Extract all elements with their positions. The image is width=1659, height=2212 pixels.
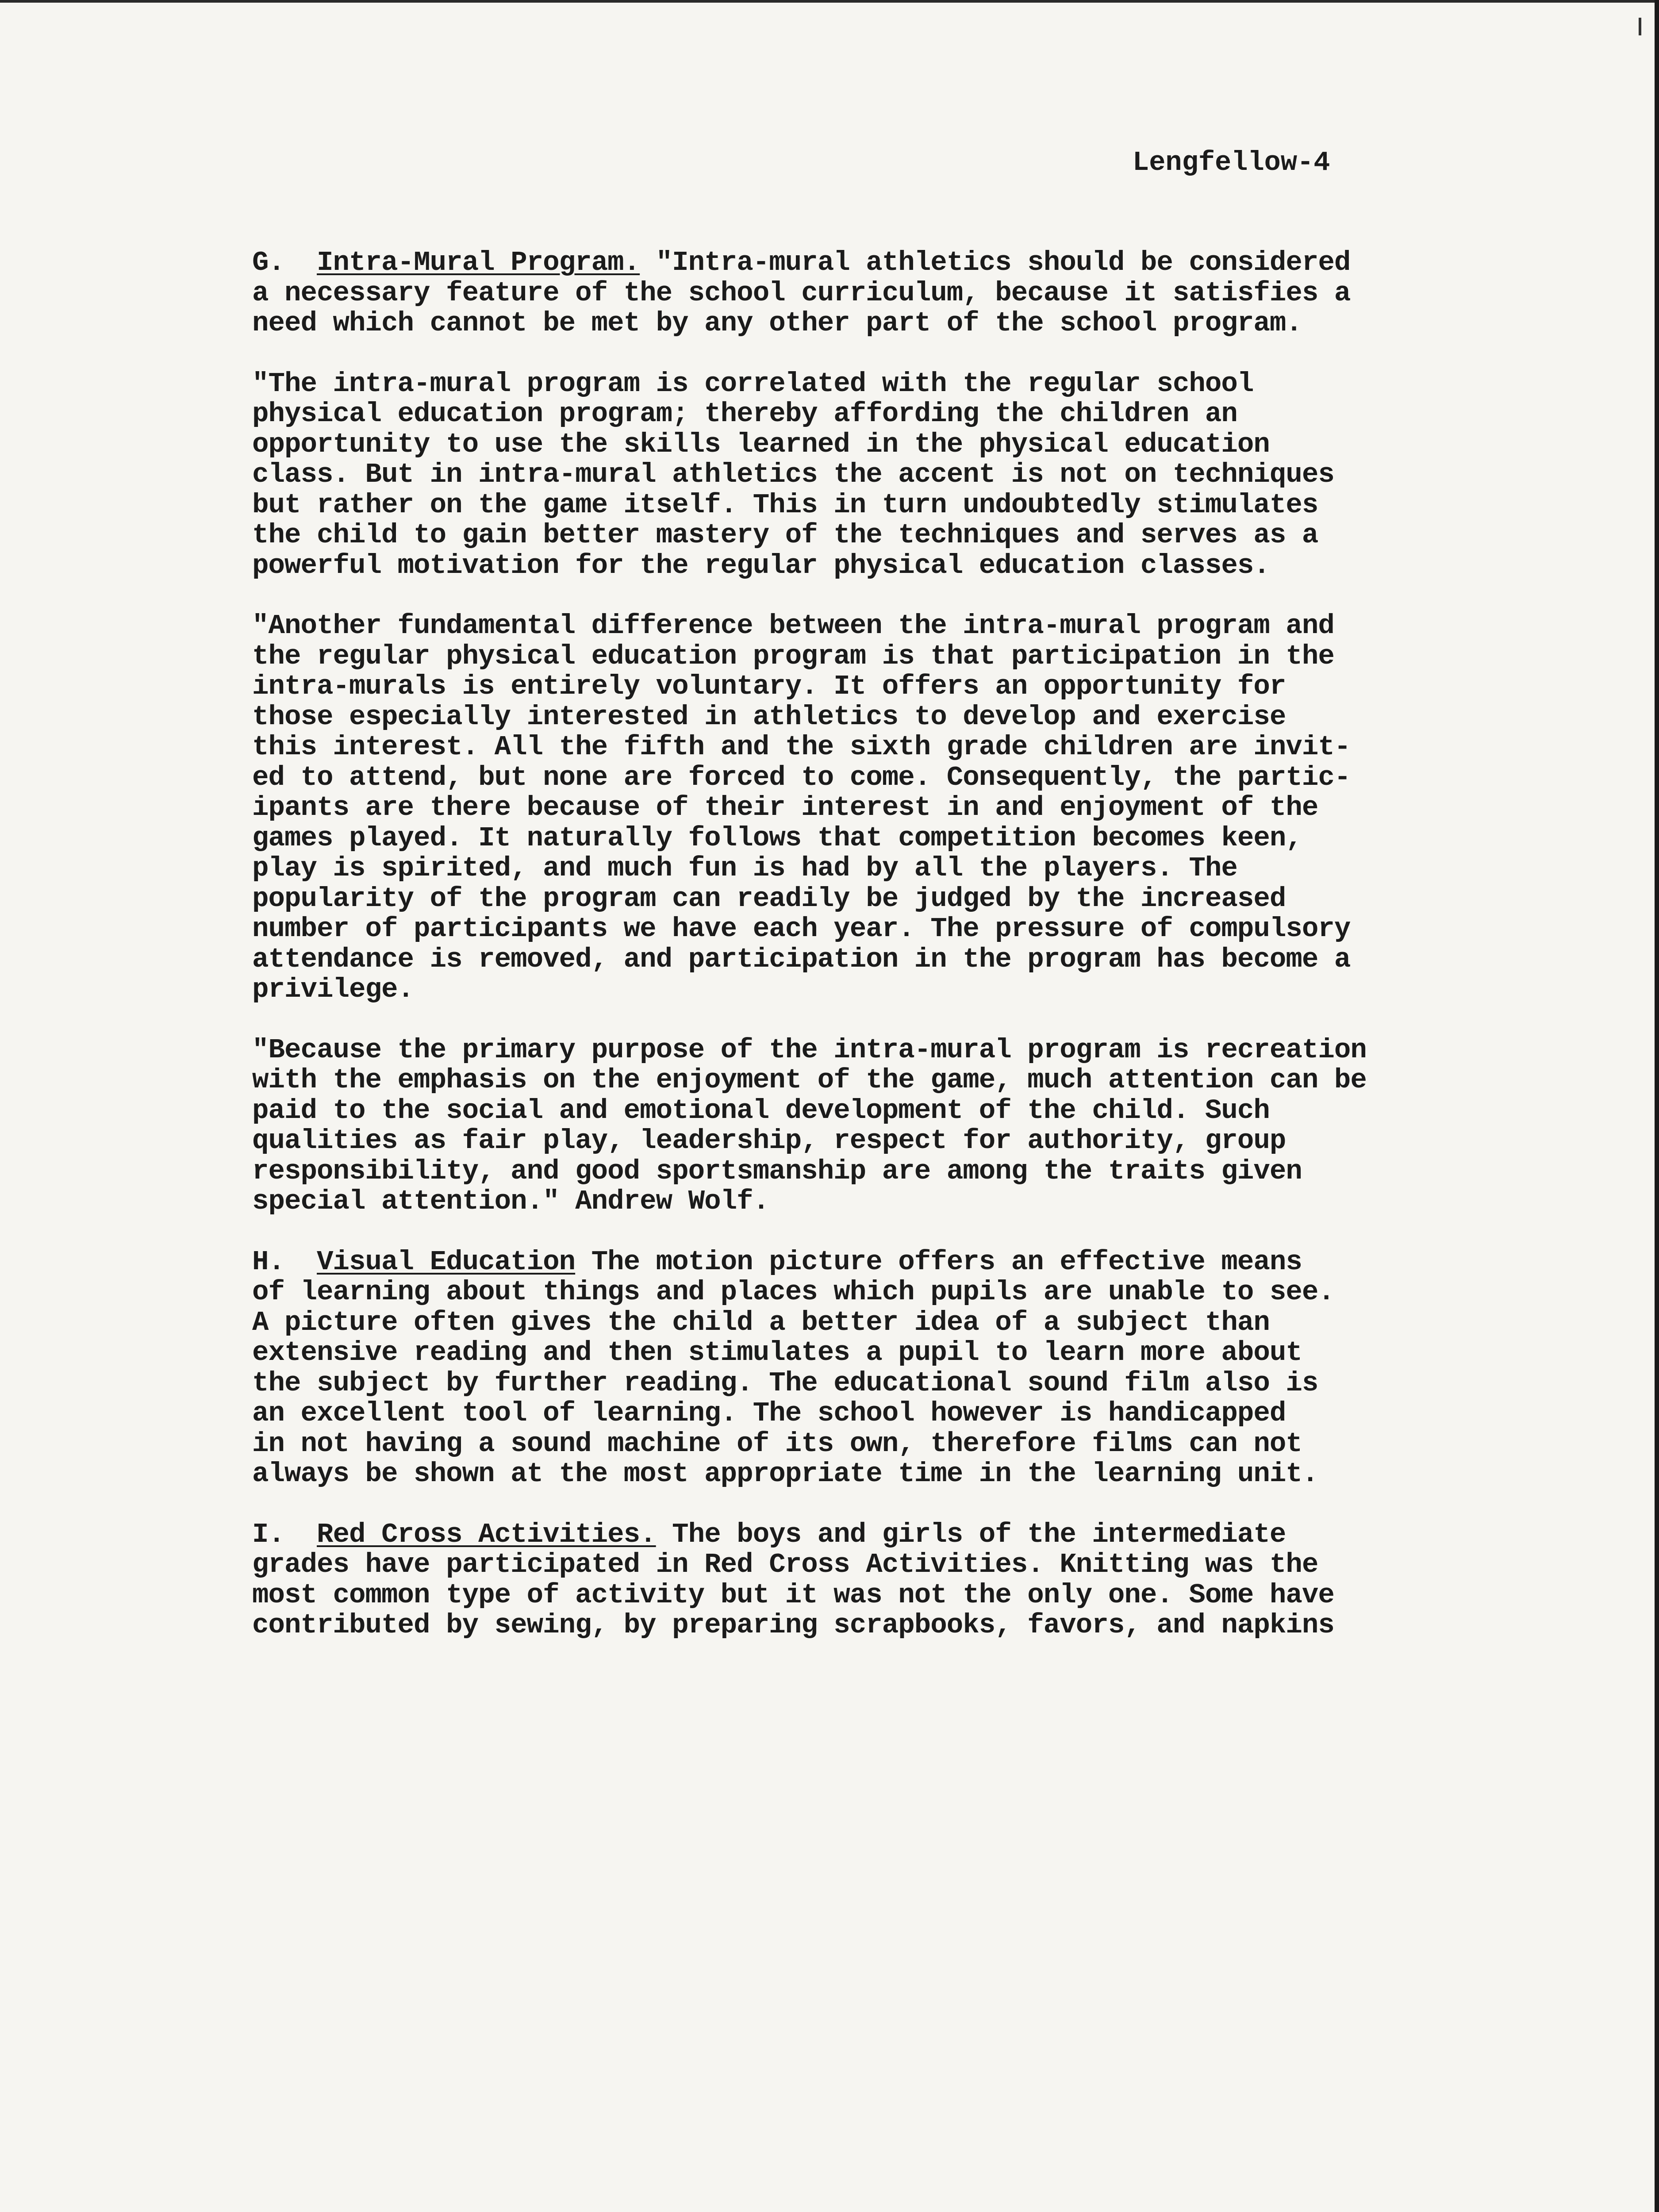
section-i-red-cross xyxy=(252,1520,1624,1641)
text-line: those especially interested in athletics to develop and exercise xyxy=(252,701,1286,733)
section-g-first-line xyxy=(252,248,1624,278)
text-line: but rather on the game itself. This in turn undoubtedly stimulates xyxy=(252,489,1318,521)
text-line: contributed by sewing, by preparing scrapbooks, favors, and napkins xyxy=(252,1609,1334,1641)
text-line: physical education program; thereby affording the children an xyxy=(252,398,1237,430)
text-line: qualities as fair play, leadership, respect for authority, group xyxy=(252,1125,1286,1156)
text-line: always be shown at the most appropriate time in the learning unit. xyxy=(252,1458,1318,1490)
paragraph-correlation xyxy=(252,369,1624,581)
text-line: play is spirited, and much fun is had by all the players. The xyxy=(252,853,1237,884)
scan-edge-mark xyxy=(1639,18,1641,35)
text-line: attendance is removed, and participation in the program has become a xyxy=(252,943,1351,975)
text-line: powerful motivation for the regular physical education classes. xyxy=(252,549,1270,581)
text-line: of learning about things and places which pupils are unable to see. xyxy=(252,1276,1334,1308)
text-line: the child to gain better mastery of the techniques and serves as a xyxy=(252,519,1318,551)
text-line: need which cannot be met by any other part of the school program. xyxy=(252,307,1302,339)
text-line: number of participants we have each year. The pressure of compulsory xyxy=(252,913,1351,945)
section-g-first-line-text: "Intra-mural athletics should be considered xyxy=(640,247,1351,278)
page-header-label: Lengfellow-4 xyxy=(1133,147,1330,178)
text-line: paid to the social and emotional development of the child. Such xyxy=(252,1094,1270,1126)
section-g-intra-mural xyxy=(252,248,1624,339)
scan-top-edge xyxy=(0,0,1659,3)
text-line: A picture often gives the child a better idea of a subject than xyxy=(252,1306,1270,1338)
section-h-first-line xyxy=(252,1247,1624,1278)
text-line: an excellent tool of learning. The school however is handicapped xyxy=(252,1398,1286,1429)
text-line: "The intra-mural program is correlated with the regular school xyxy=(252,368,1254,399)
text-line: "Another fundamental difference between the intra-mural program and xyxy=(252,610,1334,641)
paragraph-voluntary xyxy=(252,611,1624,1005)
text-line: with the emphasis on the enjoyment of the game, much attention can be xyxy=(252,1064,1367,1096)
section-h-letter: H. xyxy=(252,1246,285,1278)
text-line: a necessary feature of the school curriculum, because it satisfies a xyxy=(252,277,1351,309)
document-body xyxy=(252,248,1624,1671)
section-i-letter: I. xyxy=(252,1518,285,1550)
text-line: the regular physical education program is that participation in the xyxy=(252,640,1334,672)
text-line: most common type of activity but it was not the only one. Some have xyxy=(252,1579,1334,1611)
text-line: responsibility, and good sportsmanship are among the traits given xyxy=(252,1155,1302,1187)
text-line: extensive reading and then stimulates a pupil to learn more about xyxy=(252,1337,1302,1368)
text-line: ipants are there because of their interest in and enjoyment of the xyxy=(252,792,1318,823)
text-line: this interest. All the fifth and the sixth grade children are invit- xyxy=(252,731,1351,763)
text-line: class. But in intra-mural athletics the accent is not on techniques xyxy=(252,459,1334,490)
section-g-letter: G. xyxy=(252,247,285,278)
section-i-first-line xyxy=(252,1520,1624,1550)
text-line: intra-murals is entirely voluntary. It offers an opportunity for xyxy=(252,671,1286,702)
section-h-heading: Visual Education xyxy=(317,1246,576,1278)
text-line: ed to attend, but none are forced to come. Consequently, the partic- xyxy=(252,761,1351,793)
section-i-heading: Red Cross Activities. xyxy=(317,1518,656,1550)
text-line: in not having a sound machine of its own, therefore films can not xyxy=(252,1428,1302,1459)
text-line: privilege. xyxy=(252,974,414,1005)
section-g-heading: Intra-Mural Program. xyxy=(317,247,640,278)
scan-right-edge xyxy=(1655,0,1659,2212)
section-h-first-line-text: The motion picture offers an effective means xyxy=(575,1246,1302,1278)
paragraph-recreation xyxy=(252,1035,1624,1217)
text-line: popularity of the program can readily be judged by the increased xyxy=(252,883,1286,914)
text-line: grades have participated in Red Cross Activities. Knitting was the xyxy=(252,1549,1318,1580)
text-line: opportunity to use the skills learned in the physical education xyxy=(252,428,1270,460)
text-line: special attention." Andrew Wolf. xyxy=(252,1186,769,1217)
section-h-visual-education xyxy=(252,1247,1624,1490)
text-line: games played. It naturally follows that competition becomes keen, xyxy=(252,822,1302,854)
section-i-first-line-text: The boys and girls of the intermediate xyxy=(656,1518,1286,1550)
text-line: the subject by further reading. The educational sound film also is xyxy=(252,1367,1318,1399)
text-line: "Because the primary purpose of the intra-mural program is recreation xyxy=(252,1034,1367,1066)
